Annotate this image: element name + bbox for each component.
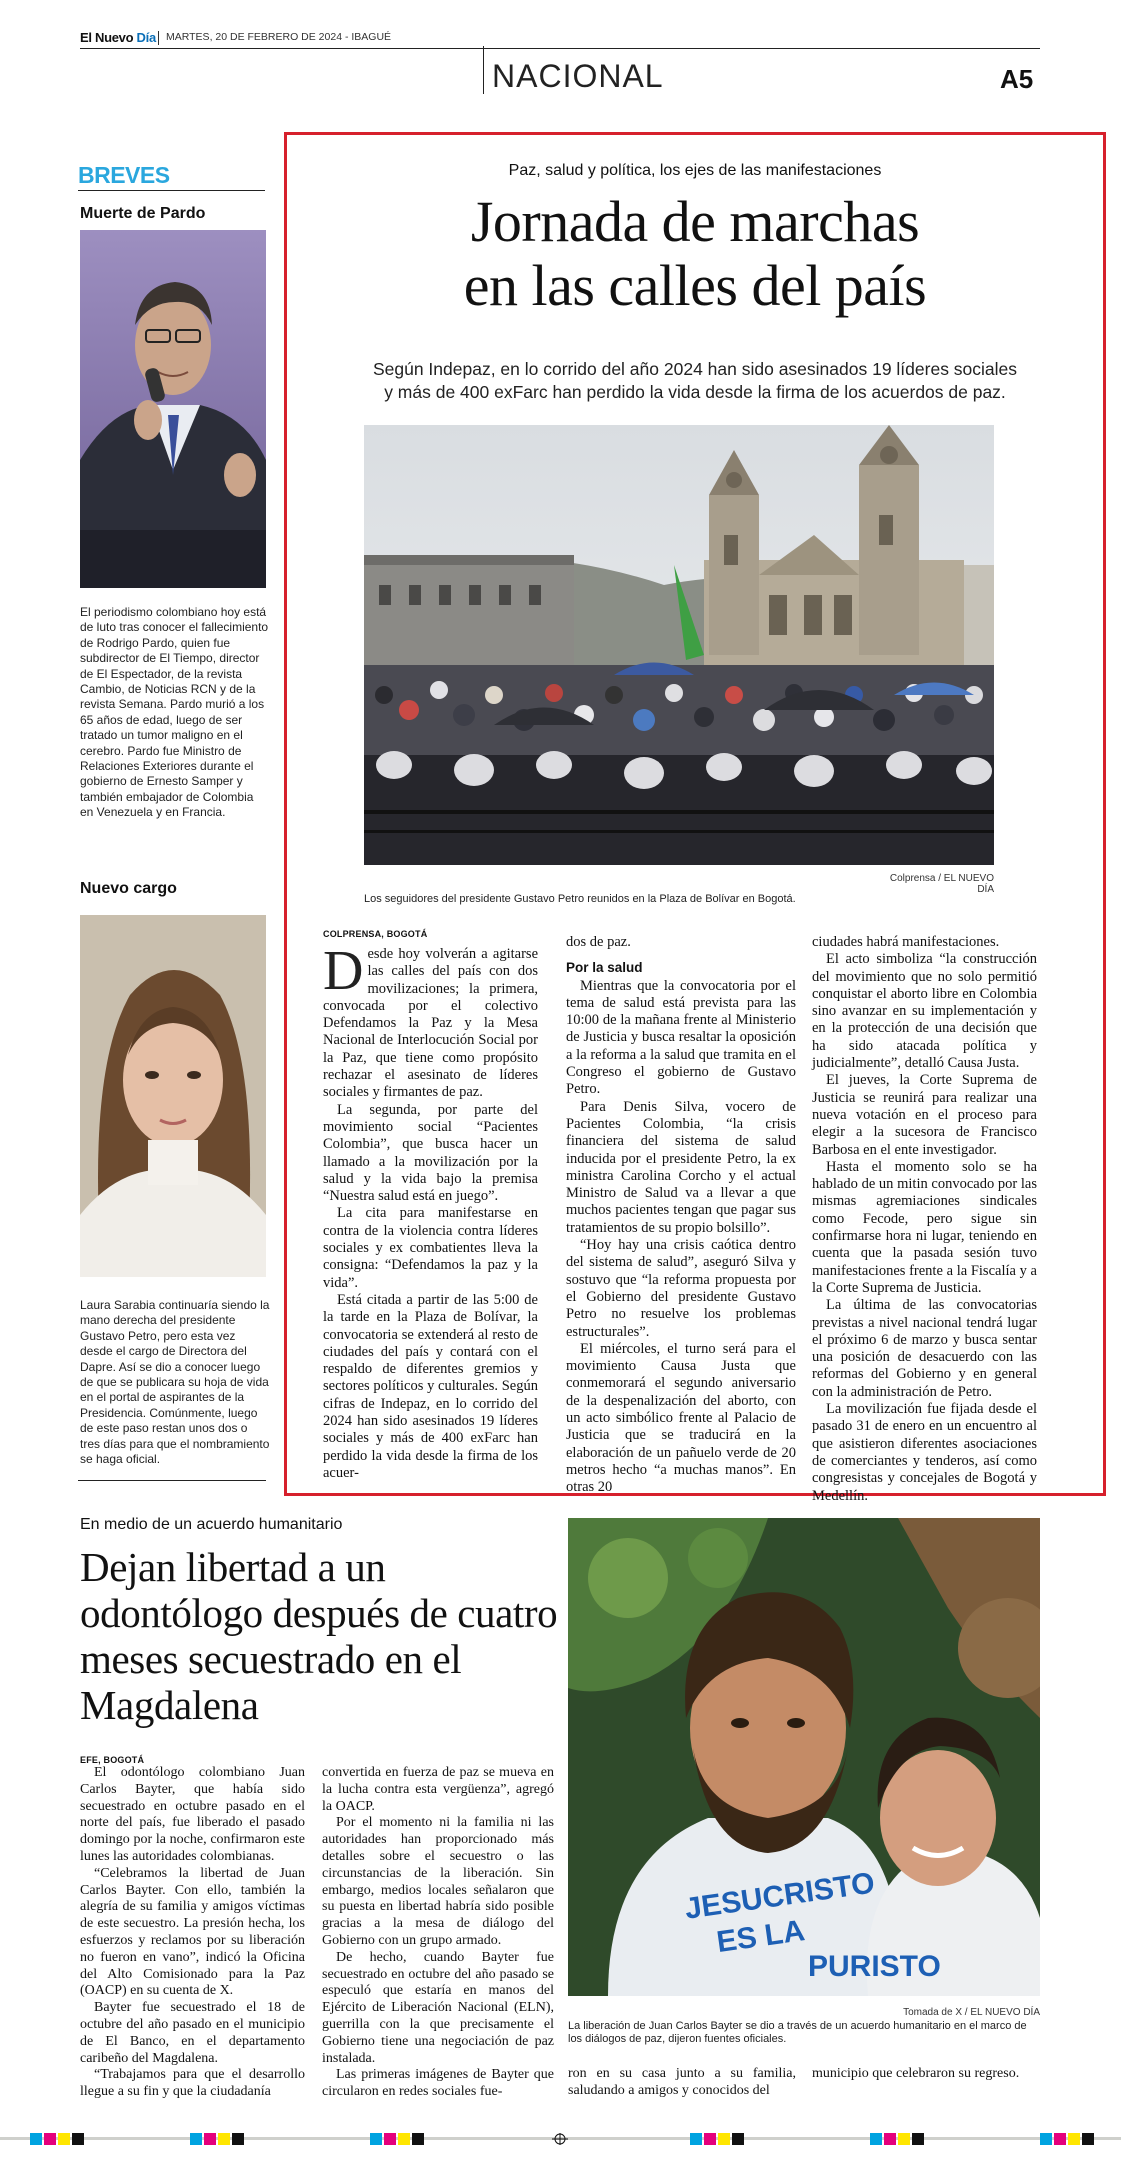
breves-rule: [78, 190, 265, 191]
article1-headline: [290, 190, 1100, 318]
article1-headline-line2: en las calles del país: [463, 253, 927, 318]
article2-caption: La liberación de Juan Carlos Bayter se dio a través de un acuerdo humanitario en el marco de los diálogos de paz, dijeron fuentes oficiales.: [568, 2020, 1027, 2045]
newspaper-logo: El Nuevo Día: [80, 30, 156, 45]
masthead-separator: [158, 31, 159, 45]
article2-headline: Dejan libertad a un odontólogo después de cuatro meses secuestrado en el Magdalena: [80, 1544, 558, 1728]
brief2-text: Laura Sarabia continuaría siendo la mano derecha del presidente Gustavo Petro, pero esta vez desde el cargo de Directora del Dapre. Así se dio a conocer luego de que se publicara su hoja de vida en el portal de aspirantes de la Presidencia. Comúnmente, luego de este paso restan unos dos o tres días para que el nombramiento se haga oficial.: [80, 1298, 270, 1467]
shirt-print-line2: ES LA: [714, 1914, 807, 1960]
article1-byline: COLPRENSA, BOGOTÁ: [323, 929, 428, 939]
article2-photo-credit: Tomada de X / EL NUEVO DÍA: [903, 2007, 1040, 2018]
article1-subhead: Por la salud: [566, 960, 643, 976]
shirt-print-line3: PURISTO: [808, 1950, 941, 1983]
brief1-heading: Muerte de Pardo: [80, 205, 206, 222]
print-color-bar: [0, 2132, 1121, 2144]
breves-title: BREVES: [78, 162, 170, 188]
article1-headline-line1: Jornada de marchas: [470, 189, 920, 254]
brief1-text: El periodismo colombiano hoy está de luto tras conocer el fallecimiento de Rodrigo Pardo, quien fue subdirector de El Tiempo, director de El Espectador, de la revista Cambio, de Noticias RCN y de la revista Semana. Pardo murió a los 65 años de edad, luego de ser tratado un tumor maligno en el cerebro. Pardo fue Ministro de Relaciones Exteriores durante el gobierno de Ernesto Samper y también embajador de Colombia en Venezuela y en Francia.: [80, 605, 269, 820]
brief1-photo: [80, 230, 266, 588]
brief2-heading: Nuevo cargo: [80, 880, 177, 897]
article2-photo: [568, 1518, 1040, 1996]
issue-date: MARTES, 20 DE FEBRERO DE 2024 - IBAGUÉ: [166, 31, 392, 43]
section-name: NACIONAL: [492, 58, 664, 94]
article2-byline: EFE, BOGOTÁ: [80, 1755, 145, 1765]
page-number: A5: [1000, 64, 1034, 94]
article2-kicker: En medio de un acuerdo humanitario: [80, 1516, 343, 1533]
article2-column-2: convertida en fuerza de paz se mueva en la lucha contra esta vergüenza”, agregó la OACP. Por el momento ni la familia ni las autoridades han proporcionado más detalles sobre el secuestro o las circunstancias de la liberación. Sin embargo, medios locales señalaron que su puesta en libertad habría sido posible gracias a la mesa de diálogo del Gobierno con un grupo armado. De hecho, cuando Bayter fue secuestrado en octubre del año pasado se especuló que estaría en manos del Ejército de Liberación Nacional (ELN), guerrilla con la que precisamente el Gobierno tiene una negociación de paz instalada. Las primeras imágenes de Bayter que circularon en redes sociales fue-: [322, 1765, 554, 2100]
article1-column-1: Desde hoy volverán a agitarse las calles del país con dos movilizaciones; la primera, convocada por el colectivo Defendamos la Paz y la Mesa Nacional de Interlocución Social por la Paz, que tiene como propósito rechazar el asesinato de líderes sociales y firmantes de paz. La segunda, por parte del movimiento social “Pacientes Colombia”, que busca hacer un llamado a la movilización por la salud y la vida bajo la premisa “Nuestra salud está en juego”. La cita para manifestarse en contra de la violencia contra líderes sociales y ex combatientes lleva la consigna: “Defendamos la paz y la vida”. Está citada a partir de las 5:00 de la tarde en la Plaza de Bolívar, la convocatoria se extenderá al resto de ciudades del país y contará con el respaldo de diferentes gremios y sectores políticos y culturales. Según cifras de Indepaz, en lo corrido del 2024 han sido asesinados 19 líderes sociales y más de 400 exFarc han perdido la vida desde la firma de los acuer-: [323, 940, 538, 1481]
article1-photo: [364, 425, 994, 865]
masthead: [80, 30, 1040, 46]
article1-dropcap: D: [323, 940, 364, 1002]
article1-caption: Los seguidores del presidente Gustavo Petro reunidos en la Plaza de Bolívar en Bogotá.: [364, 893, 796, 905]
article1-column-2: dos de paz. Por la salud Mientras que la convocatoria por el tema de salud está prevista para las 10:00 de la mañana frente al Ministerio de Justicia y busca resaltar la oposición a la reforma a la salud que tramita en el Congreso el gobierno de Gustavo Petro. Para Denis Silva, vocero de Pacientes Colombia, “la crisis financiera del sistema de salud inducida por el presidente Petro, la ex ministra Carolina Corcho y el actual Ministro de Salud va a llevar a que muchos pacientes tengan que pagar sus tratamientos de su propio bolsillo”. “Hoy hay una crisis caótica dentro del sistema de salud”, aseguró Silva y sostuvo que “la reforma propuesta por el Gobierno del presidente Gustavo Petro no resuelve los problemas estructurales”. El miércoles, el turno será para el movimiento Causa Justa que conmemorará el segundo aniversario de la despenalización del aborto, con un acto simbólico frente al Palacio de Justicia que se traducirá en la elaboración de un pañuelo verde de 20 metros hecho “a muchas manos”. En otras 20: [566, 934, 796, 1496]
shirt-print-line1: JESUCRISTO: [682, 1866, 877, 1926]
article1-deck: [330, 358, 1060, 404]
article1-deck-line2: y más de 400 exFarc han perdido la vida desde la firma de los acuerdos de paz.: [384, 382, 1006, 402]
section-divider: [483, 46, 484, 94]
article2-column-1: El odontólogo colombiano Juan Carlos Bayter, que había sido secuestrado en octubre pasado en el norte del país, fue liberado el pasado domingo por la noche, confirmaron este lunes las autoridades colombianas. “Celebramos la libertad de Juan Carlos Bayter. Con ello, también la alegría de su familia y amigos víctimas de este secuestro. La presión hecha, los esfuerzos y reclamos por su liberación no fueron en vano”, indicó la Oficina del Alto Comisionado para la Paz (OACP) en su cuenta de X. Bayter fue secuestrado el 18 de octubre del año pasado en el municipio de El Banco, en el departamento caribeño del Magdalena. “Trabajamos para que el desarrollo llegue a su fin y que la ciudadanía: [80, 1765, 305, 2100]
article1-deck-line1: Según Indepaz, en lo corrido del año 2024 han sido asesinados 19 líderes sociales: [372, 359, 1018, 379]
article1-kicker: Paz, salud y política, los ejes de las manifestaciones: [508, 162, 882, 179]
masthead-rule: [80, 48, 1040, 49]
article2-column-4: municipio que celebraron su regreso.: [812, 2066, 1020, 2081]
article1-column-3: ciudades habrá manifestaciones. El acto simboliza “la construcción del movimiento que no solo permitió conquistar el aborto libre en Colombia sino avanzar en su implementación y en la protección de una decisión que ha sido atacada política y judicialmente”, detalló Causa Justa. El jueves, la Corte Suprema de Justicia se reunirá para realizar una nueva votación en el proceso para elegir a la sucesora de Francisco Barbosa en el ente investigador. Hasta el momento solo se ha hablado de un mitin convocado por las mismas agremiaciones sindicales como Fecode, pero sigue sin confirmarse hora ni lugar, teniendo en cuenta que la pasada sesión tuvo manifestaciones frente a la Fiscalía y a la Corte Suprema de Justicia. La última de las convocatorias previstas a nivel nacional tendrá lugar el próximo 6 de marzo y busca sentar una posición de desacuerdo con las reformas del Gobierno y en general con la administración de Petro. La movilización fue fijada desde el pasado 31 de enero en un encuentro al que asistieron diferentes asociaciones de comerciantes y tenderos, así como congresistas y concejales de Bogotá y Medellín.: [812, 934, 1037, 1504]
article2-column-3: ron en su casa junto a su familia, saludando a amigos y conocidos del: [568, 2066, 796, 2098]
brief2-photo: [80, 915, 266, 1277]
sidebar-bottom-rule: [78, 1480, 266, 1481]
article1-photo-credit: Colprensa / EL NUEVO DÍA: [889, 873, 994, 895]
